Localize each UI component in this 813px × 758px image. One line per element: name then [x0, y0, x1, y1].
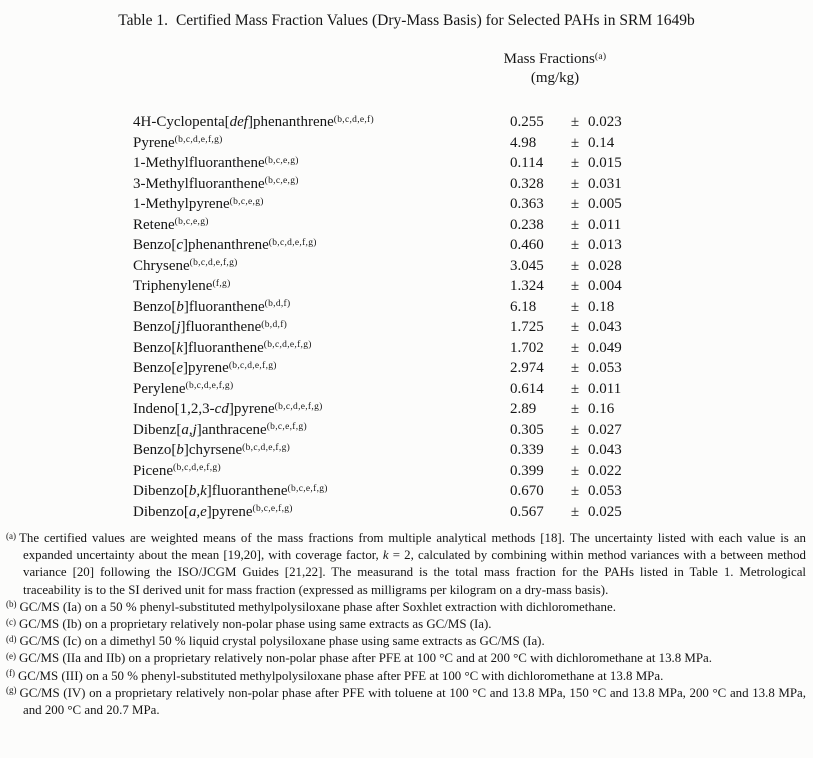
- table-row: [133, 235, 813, 256]
- footnote-text: GC/MS (Ia) on a 50 % phenyl-substituted methylpolysiloxane phase after Soxhlet extraction with dichloromethane.: [19, 599, 616, 614]
- uncertainty-value: 0.049: [588, 339, 622, 356]
- mass-fraction-value: 0.339: [510, 442, 544, 458]
- mass-fraction-value: 3.045: [510, 257, 544, 274]
- footnote: [6, 650, 806, 667]
- footnote-label: (b): [6, 599, 17, 610]
- uncertainty-value: 0.025: [588, 503, 622, 520]
- plus-minus-sign: ±: [570, 298, 580, 315]
- uncertainty-value: 0.028: [588, 257, 622, 274]
- compound-footnote-ref: (b,c,d,e,f,g): [185, 381, 234, 391]
- compound-footnote-ref: (b,d,f): [264, 299, 291, 309]
- table-row: [133, 502, 813, 523]
- compound-name: 1-Methylfluoranthene$^{(b,c,e,g)}$: [133, 155, 299, 171]
- mass-fraction-value: 1.702: [510, 339, 544, 356]
- plus-minus-sign: ±: [570, 421, 580, 438]
- compound-footnote-ref: (b,c,e,f,g): [266, 422, 307, 432]
- mass-fraction-value: 0.114: [510, 155, 544, 171]
- plus-minus-sign: ±: [570, 216, 580, 233]
- uncertainty-value: 0.18: [588, 298, 615, 315]
- table-row: [133, 379, 813, 400]
- table-row: [133, 174, 813, 195]
- uncertainty-value: 0.013: [588, 237, 622, 253]
- footnote: [6, 530, 806, 599]
- compound-footnote-ref: (b,c,e,g): [229, 196, 264, 207]
- plus-minus-sign: ±: [570, 442, 580, 458]
- footnote-text: GC/MS (Ib) on a proprietary relatively non-polar phase using same extracts as GC/MS (Ia).: [19, 617, 492, 632]
- plus-minus-sign: ±: [570, 175, 580, 192]
- table-row: [133, 297, 813, 318]
- table-number-label: Table 1.: [118, 12, 168, 29]
- compound-footnote-ref: (b,c,d,e,f,g): [174, 135, 223, 145]
- plus-minus-sign: ±: [570, 380, 580, 397]
- compound-name: Indeno[1,2,3-cd]pyrene$^{(b,c,d,e,f,g)}$: [133, 401, 323, 417]
- plus-minus-sign: ±: [570, 155, 580, 171]
- uncertainty-value: 0.053: [588, 360, 622, 376]
- column-header: [465, 50, 645, 88]
- plus-minus-sign: ±: [570, 237, 580, 253]
- mass-fraction-value: 0.670: [510, 483, 544, 499]
- plus-minus-sign: ±: [570, 257, 580, 274]
- footnote: [6, 633, 806, 650]
- uncertainty-value: 0.015: [588, 155, 622, 171]
- compound-footnote-ref: (b,c,d,e,f,g): [172, 463, 221, 473]
- compound-footnote-ref: (b,c,d,e,f,g): [242, 442, 291, 453]
- footnote-text: The certified values are weighted means of the mass fractions from multiple analytical methods [18]. The uncertainty listed with each value is an expanded uncertainty about the mean [19,20], with coverage factor, k = 2, calculated by combining within method variances with a between method variance [20] following the ISO/JCGM Guides [21,22]. The measurand is the total mass fraction for the PAHs listed in Table 1. Metrological traceability is to the SI derived unit for mass fraction (expressed as milligrams per kilogram on a dry-mass basis).: [19, 531, 806, 597]
- uncertainty-value: 0.022: [588, 462, 622, 479]
- compound-footnote-ref: (b,c,e,f,g): [287, 483, 328, 494]
- compound-footnote-ref: (f,g): [212, 278, 231, 289]
- footnote-label: (a): [6, 530, 16, 541]
- compound-name: Benzo[b]chyrsene$^{(b,c,d,e,f,g)}$: [133, 442, 291, 458]
- column-header-name: [465, 50, 645, 69]
- compound-name: Picene$^{(b,c,d,e,f,g)}$: [133, 462, 221, 479]
- uncertainty-value: 0.031: [588, 175, 622, 192]
- compound-name: Benzo[k]fluoranthene$^{(b,c,d,e,f,g)}$: [133, 339, 312, 356]
- table-row: [133, 112, 813, 133]
- mass-fraction-value: 0.305: [510, 421, 544, 438]
- uncertainty-value: 0.004: [588, 278, 622, 294]
- compound-name: Chrysene$^{(b,c,d,e,f,g)}$: [133, 257, 238, 274]
- plus-minus-sign: ±: [570, 483, 580, 499]
- compound-footnote-ref: (b,c,d,e,f,g): [274, 401, 323, 412]
- plus-minus-sign: ±: [570, 114, 580, 130]
- mass-fraction-value: 2.974: [510, 360, 544, 376]
- column-header-name-text: Mass Fractions: [503, 51, 595, 67]
- table-row: [133, 420, 813, 441]
- table-row: [133, 133, 813, 154]
- mass-fraction-value: 6.18: [510, 298, 537, 315]
- plus-minus-sign: ±: [570, 360, 580, 376]
- table-row: [133, 215, 813, 236]
- footnote-label: (d): [6, 633, 17, 644]
- compound-name: Perylene$^{(b,c,d,e,f,g)}$: [133, 380, 234, 397]
- footnote: [6, 599, 806, 616]
- mass-fraction-value: 0.460: [510, 237, 544, 253]
- compound-footnote-ref: (b,c,d,e,f,g): [189, 258, 238, 268]
- compound-name: Dibenz[a,j]anthracene$^{(b,c,e,f,g)}$: [133, 421, 307, 438]
- table-row: [133, 358, 813, 379]
- compound-name: 3-Methylfluoranthene$^{(b,c,e,g)}$: [133, 175, 299, 192]
- footnote-label: (c): [6, 616, 16, 627]
- compound-name: Benzo[b]fluoranthene$^{(b,d,f)}$: [133, 298, 291, 315]
- table-body: [133, 112, 813, 522]
- compound-footnote-ref: (b,c,d,e,f): [333, 114, 374, 125]
- mass-fraction-value: 0.363: [510, 196, 544, 212]
- mass-fraction-value: 0.328: [510, 175, 544, 192]
- uncertainty-value: 0.14: [588, 134, 615, 151]
- footnote-label: (e): [6, 650, 16, 661]
- plus-minus-sign: ±: [570, 339, 580, 356]
- footnote-text: GC/MS (Ic) on a dimethyl 50 % liquid crystal polysiloxane phase using same extracts as GC/MS (Ia).: [19, 634, 545, 649]
- compound-footnote-ref: (b,c,d,e,f,g): [263, 340, 312, 350]
- footnote: [6, 616, 806, 633]
- footnotes: [6, 530, 806, 719]
- mass-fraction-value: 0.238: [510, 216, 544, 233]
- plus-minus-sign: ±: [570, 278, 580, 294]
- uncertainty-value: 0.043: [588, 442, 622, 458]
- footnote: [6, 668, 806, 685]
- table-title: [0, 12, 813, 30]
- compound-footnote-ref: (b,c,e,g): [264, 176, 299, 186]
- table-row: [133, 440, 813, 461]
- uncertainty-value: 0.053: [588, 483, 622, 499]
- column-header-footnote-ref: (a): [594, 51, 607, 62]
- column-header-unit: (mg/kg): [530, 70, 580, 86]
- mass-fraction-value: 4.98: [510, 134, 537, 151]
- plus-minus-sign: ±: [570, 401, 580, 417]
- table-row: [133, 153, 813, 174]
- compound-footnote-ref: (b,c,d,e,f,g): [228, 360, 277, 371]
- table-title-text: Certified Mass Fraction Values (Dry-Mass Basis) for Selected PAHs in SRM 1649b: [175, 12, 695, 29]
- uncertainty-value: 0.023: [588, 114, 622, 130]
- footnote-text: GC/MS (IV) on a proprietary relatively non-polar phase after PFE with toluene at 100 °C and 13.8 MPa, 150 °C and 13.8 MPa, 200 °C and 13.8 MPa, and 200 °C and 20.7 MPa.: [19, 685, 806, 718]
- uncertainty-value: 0.011: [588, 216, 622, 233]
- compound-footnote-ref: (b,c,d,e,f,g): [268, 237, 317, 248]
- compound-footnote-ref: (b,c,e,f,g): [252, 504, 293, 514]
- compound-name: Dibenzo[b,k]fluoranthene$^{(b,c,e,f,g)}$: [133, 483, 328, 499]
- compound-footnote-ref: (b,c,e,g): [264, 155, 299, 166]
- table-row: [133, 481, 813, 502]
- uncertainty-value: 0.011: [588, 380, 622, 397]
- compound-name: Benzo[e]pyrene$^{(b,c,d,e,f,g)}$: [133, 360, 277, 376]
- mass-fraction-value: 0.614: [510, 380, 544, 397]
- compound-name: Pyrene$^{(b,c,d,e,f,g)}$: [133, 134, 223, 151]
- table-row: [133, 276, 813, 297]
- compound-name: Dibenzo[a,e]pyrene$^{(b,c,e,f,g)}$: [133, 503, 293, 520]
- table-row: [133, 256, 813, 277]
- plus-minus-sign: ±: [570, 503, 580, 520]
- mass-fraction-value: 2.89: [510, 401, 537, 417]
- table-row: [133, 194, 813, 215]
- mass-fraction-value: 1.324: [510, 278, 544, 294]
- mass-fraction-value: 0.255: [510, 114, 544, 130]
- compound-name: 1-Methylpyrene$^{(b,c,e,g)}$: [133, 196, 264, 212]
- footnote-text: GC/MS (III) on a 50 % phenyl-substituted methylpolysiloxane phase after PFE at 100 °C with dichloromethane at 13.8 MPa.: [18, 668, 664, 683]
- compound-name: Retene$^{(b,c,e,g)}$: [133, 216, 209, 233]
- uncertainty-value: 0.005: [588, 196, 622, 212]
- footnote-label: (f): [6, 668, 15, 679]
- plus-minus-sign: ±: [570, 196, 580, 212]
- footnote: [6, 685, 806, 719]
- compound-name: Benzo[c]phenanthrene$^{(b,c,d,e,f,g)}$: [133, 237, 317, 253]
- uncertainty-value: 0.027: [588, 421, 622, 438]
- table-row: [133, 338, 813, 359]
- mass-fraction-value: 1.725: [510, 319, 544, 335]
- compound-name: Triphenylene$^{(f,g)}$: [133, 278, 231, 294]
- footnote-text: GC/MS (IIa and IIb) on a proprietary relatively non-polar phase after PFE at 100 °C and at 200 °C with dichloromethane at 13.8 MPa.: [19, 651, 712, 666]
- plus-minus-sign: ±: [570, 319, 580, 335]
- table-row: [133, 399, 813, 420]
- compound-name: 4H-Cyclopenta[def]phenanthrene$^{(b,c,d,e,f)}$: [133, 114, 374, 130]
- uncertainty-value: 0.043: [588, 319, 622, 335]
- uncertainty-value: 0.16: [588, 401, 615, 417]
- compound-footnote-ref: (b,c,e,g): [174, 217, 209, 227]
- compound-footnote-ref: (b,d,f): [261, 319, 288, 330]
- plus-minus-sign: ±: [570, 134, 580, 151]
- compound-name: Benzo[j]fluoranthene$^{(b,d,f)}$: [133, 319, 288, 335]
- table-row: [133, 461, 813, 482]
- mass-fraction-value: 0.567: [510, 503, 544, 520]
- plus-minus-sign: ±: [570, 462, 580, 479]
- table-row: [133, 317, 813, 338]
- footnote-label: (g): [6, 685, 17, 696]
- mass-fraction-value: 0.399: [510, 462, 544, 479]
